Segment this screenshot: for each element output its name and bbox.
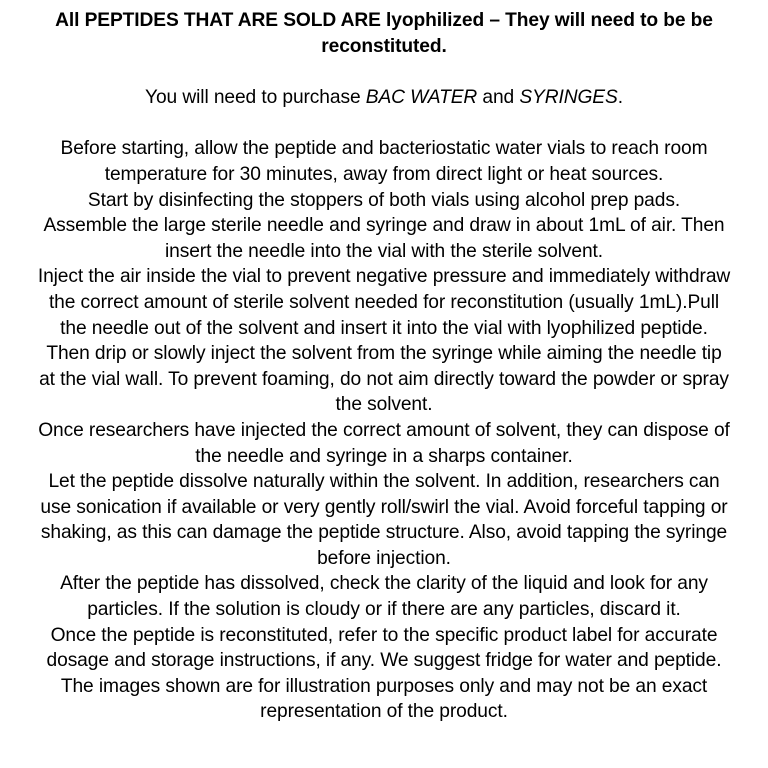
purchase-joiner: and bbox=[477, 87, 520, 109]
instructions-body bbox=[10, 136, 758, 725]
instruction-line: the needle and syringe in a sharps container. bbox=[195, 445, 573, 467]
instruction-line: the correct amount of sterile solvent needed for reconstitution (usually 1mL).Pull bbox=[48, 291, 720, 313]
heading-line-2: reconstituted. bbox=[321, 35, 447, 57]
instruction-line: before injection. bbox=[317, 547, 451, 569]
instruction-line: The images shown are for illustration purposes only and may not be an exact bbox=[60, 675, 708, 697]
instruction-line: Once researchers have injected the correct amount of solvent, they can dispose of bbox=[38, 419, 730, 441]
instruction-line: Assemble the large sterile needle and syringe and draw in about 1mL of air. Then bbox=[43, 215, 725, 237]
heading-line-1: All PEPTIDES THAT ARE SOLD ARE lyophilized – They will need to be be bbox=[55, 10, 713, 31]
instruction-line: insert the needle into the vial with the sterile solvent. bbox=[165, 240, 603, 262]
instruction-line: Inject the air inside the vial to prevent negative pressure and immediately withdraw bbox=[37, 266, 731, 288]
instruction-line: the solvent. bbox=[335, 394, 433, 416]
instruction-line: Start by disinfecting the stoppers of both vials using alcohol prep pads. bbox=[87, 189, 681, 211]
purchase-item-bac-water: BAC WATER bbox=[365, 87, 478, 109]
instruction-line: Then drip or slowly inject the solvent from the syringe while aiming the needle tip bbox=[46, 343, 722, 365]
instruction-line: temperature for 30 minutes, away from direct light or heat sources. bbox=[104, 163, 664, 185]
instruction-line: at the vial wall. To prevent foaming, do not aim directly toward the powder or spray bbox=[39, 368, 729, 390]
instruction-line: the needle out of the solvent and insert it into the vial with lyophilized peptide. bbox=[60, 317, 708, 339]
purchase-prefix: You will need to purchase bbox=[145, 87, 366, 109]
instruction-line: Before starting, allow the peptide and bacteriostatic water vials to reach room bbox=[60, 138, 708, 160]
instruction-line: use sonication if available or very gently roll/swirl the vial. Avoid forceful tapping or bbox=[40, 496, 728, 518]
instruction-line: Let the peptide dissolve naturally within the solvent. In addition, researchers can bbox=[48, 471, 720, 493]
purchase-notice bbox=[10, 85, 758, 111]
instruction-line: representation of the product. bbox=[260, 701, 508, 723]
instruction-line: shaking, as this can damage the peptide structure. Also, avoid tapping the syringe bbox=[40, 522, 728, 544]
page-heading bbox=[10, 8, 758, 59]
instruction-line: After the peptide has dissolved, check the clarity of the liquid and look for any bbox=[60, 573, 708, 595]
purchase-suffix: . bbox=[617, 87, 623, 109]
instruction-line: dosage and storage instructions, if any. We suggest fridge for water and peptide. bbox=[46, 650, 722, 672]
purchase-item-syringes: SYRINGES bbox=[519, 87, 618, 109]
instruction-line: Once the peptide is reconstituted, refer to the specific product label for accurate bbox=[50, 624, 718, 646]
instruction-line: particles. If the solution is cloudy or if there are any particles, discard it. bbox=[87, 599, 681, 621]
